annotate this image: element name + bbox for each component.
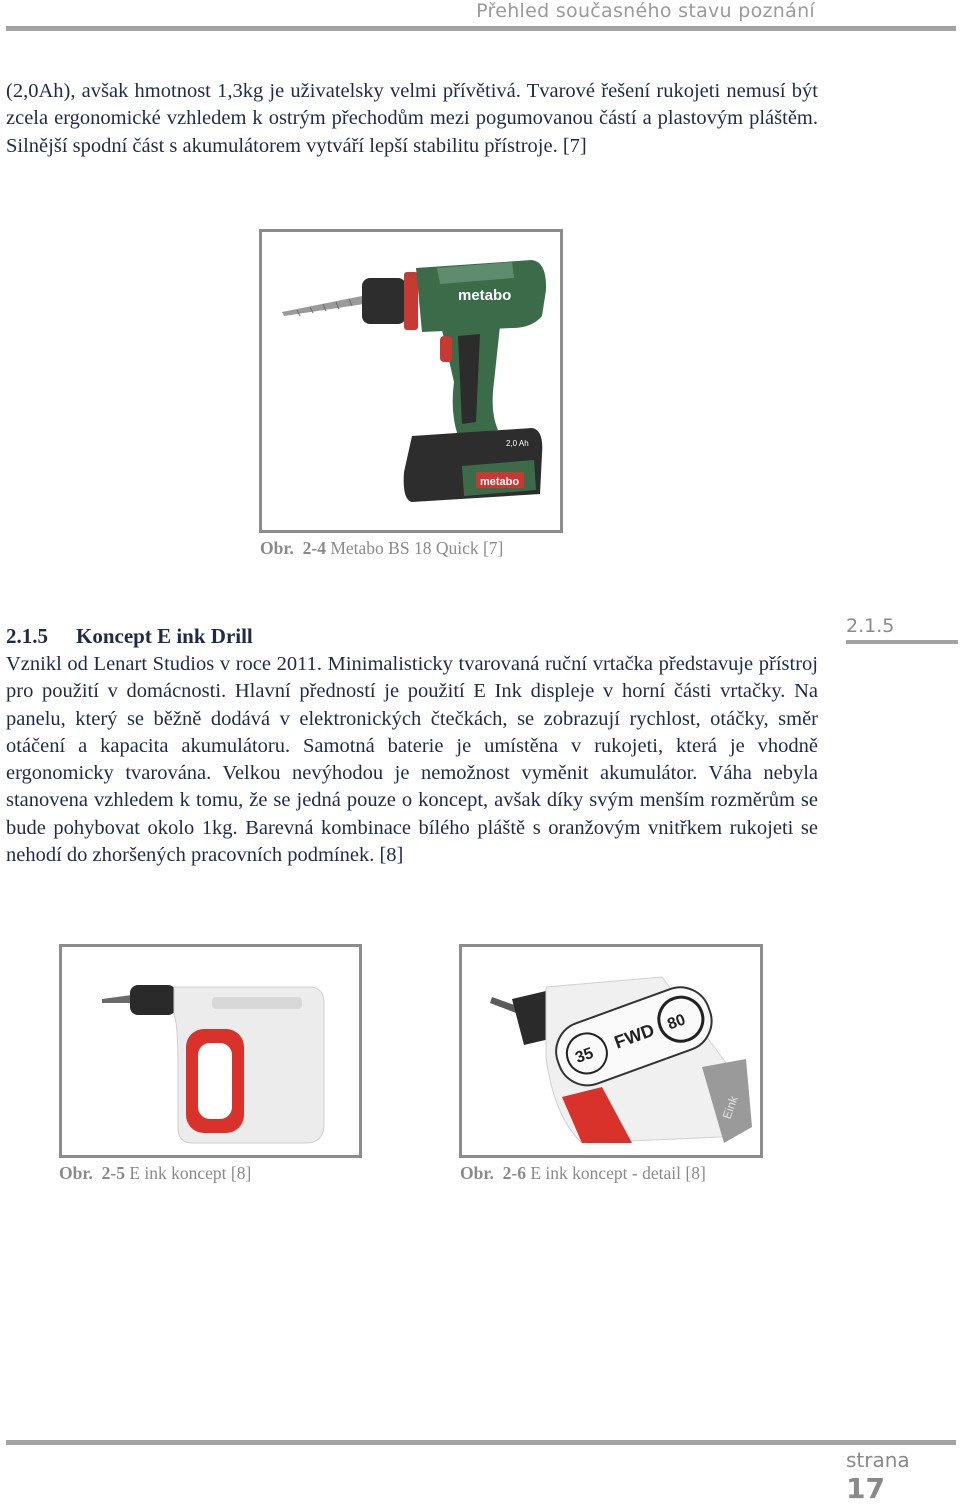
chuck (362, 278, 406, 324)
header-rule (6, 26, 956, 31)
caption-text: E ink koncept [8] (129, 1163, 252, 1183)
battery-capacity-label: 2,0 Ah (506, 439, 529, 448)
brand-label-battery: metabo (480, 476, 520, 488)
caption-text: Metabo BS 18 Quick [7] (330, 538, 504, 558)
brand-label: Eink (719, 1094, 741, 1121)
section-body: Vznikl od Lenart Studios v roce 2011. Minimalisticky tvarovaná ruční vrtačka představuje přístroj pro použití v domácnosti. Hlavní předností je použití E Ink displeje v horní části vrtačky. Na panelu, který se běžně dodává v elektronických čtečkách, se zobrazují rychlost, otáčky, směr otáčení a kapacita akumulátoru. Samotná baterie je umístěna v rukojeti, která je vhodně ergonomicky tvarována. Velkou nevýhodou je nemožnost vyměnit akumulátor. Váha nebyla stanovena vzhledem k tomu, že se jedná pouze o koncept, avšak díky svým menším rozměrům se bude pohybovat okolo 1kg. Barevná kombinace bílého pláště s oranžovým vnitřkem rukojeti se nehodí do zhoršených pracovních podmínek. [8] (6, 653, 818, 867)
display-speed: 35 (573, 1044, 596, 1067)
brand-label-top: metabo (458, 287, 512, 304)
figure2-caption (59, 1163, 251, 1184)
display-direction: FWD (611, 1019, 658, 1053)
figure1-caption (260, 538, 503, 559)
running-header: Přehled současného stavu poznání (476, 0, 815, 22)
section-title: Koncept E ink Drill (76, 624, 253, 648)
chuck-ring (404, 272, 418, 330)
eink-detail-illustration (462, 947, 760, 1155)
eink-drill-illustration (62, 947, 359, 1155)
page-label: strana (846, 1448, 910, 1472)
caption-number: 2-4 (302, 538, 326, 558)
figure-eink-detail (459, 944, 763, 1158)
figure3-caption (460, 1163, 706, 1184)
section-heading (6, 624, 253, 649)
caption-number: 2-6 (502, 1163, 526, 1183)
caption-prefix: Obr. (59, 1163, 93, 1183)
chuck (130, 985, 176, 1015)
caption-text: E ink koncept - detail [8] (530, 1163, 706, 1183)
figure-metabo-drill (259, 229, 563, 533)
page-number: 17 (846, 1472, 885, 1505)
metabo-drill-illustration (262, 232, 560, 530)
section-number: 2.1.5 (6, 624, 48, 648)
display-battery: 80 (665, 1011, 688, 1034)
trigger (440, 336, 452, 362)
margin-section-number: 2.1.5 (846, 615, 895, 637)
figure-eink-concept (59, 944, 362, 1158)
caption-number: 2-5 (101, 1163, 125, 1183)
caption-prefix: Obr. (260, 538, 294, 558)
margin-rule (846, 640, 958, 644)
paragraph-intro: (2,0Ah), avšak hmotnost 1,3kg je uživatelsky velmi přívětivá. Tvarové řešení rukojeti nemusí být zcela ergonomické vzhledem k ostrým přechodům mezi pogumovanou částí a plastovým pláštěm. Silnější spodní část s akumulátorem vytváří lepší stabilitu přístroje. [7] (6, 80, 818, 157)
caption-prefix: Obr. (460, 1163, 494, 1183)
footer-rule (6, 1440, 956, 1445)
